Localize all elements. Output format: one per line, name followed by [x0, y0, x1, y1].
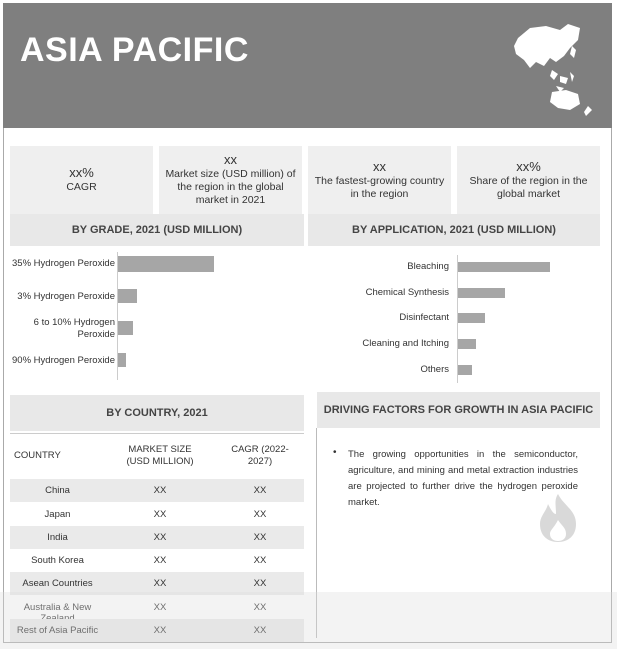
cagr-cell: XX — [253, 509, 267, 520]
bar-label: 35% Hydrogen Peroxide — [12, 258, 115, 269]
country-cell: South Korea — [31, 555, 84, 566]
bar-label: 90% Hydrogen Peroxide — [12, 355, 115, 366]
bar-label: 3% Hydrogen Peroxide — [17, 291, 115, 302]
country-cell: Asean Countries — [22, 578, 93, 589]
market-size-cell: XX — [153, 509, 167, 520]
market-size-cell: XX — [153, 578, 167, 589]
region-title: ASIA PACIFIC — [20, 31, 249, 69]
market-size-cell: XX — [153, 555, 167, 566]
stat-label: Market size (USD million) of the region in the global market in 2021 — [165, 168, 296, 206]
bullet-icon: • — [333, 447, 337, 458]
flame-icon — [530, 492, 586, 544]
driving-factor-text: The growing opportunities in the semiconductor, agriculture, and mining and metal extraction industries are projected to further drive the hydrogen peroxide market. — [348, 449, 578, 508]
table-row — [10, 619, 304, 642]
stat-market-size — [159, 146, 302, 214]
table-row — [10, 596, 304, 619]
bar-label: 6 to 10% Hydrogen Peroxide — [33, 317, 115, 340]
country-cell: Australia & New — [23, 602, 92, 613]
stat-share — [457, 146, 600, 214]
stat-value: xx — [373, 158, 386, 174]
header-cagr: CAGR (2022-2027) — [231, 444, 289, 467]
stat-label: The fastest-growing country in the region — [314, 174, 445, 200]
divider — [10, 433, 304, 434]
bar-label: Disinfectant — [399, 312, 449, 323]
stat-fastest-country — [308, 146, 451, 214]
country-table-title: BY COUNTRY, 2021 — [10, 395, 304, 431]
bar — [118, 256, 214, 272]
market-size-cell: XX — [153, 485, 167, 496]
bar-label: Cleaning and Itching — [362, 338, 449, 349]
market-size-cell: XX — [153, 602, 167, 613]
table-row — [10, 479, 304, 502]
stat-value: xx% — [516, 158, 541, 174]
grade-chart-title: BY GRADE, 2021 (USD MILLION) — [10, 214, 304, 246]
country-cell: Japan — [44, 509, 71, 520]
bar — [458, 288, 505, 298]
cagr-cell: XX — [253, 578, 267, 589]
divider — [316, 428, 317, 638]
country-cell: China — [45, 485, 70, 496]
country-cell: Rest of Asia Pacific — [16, 625, 99, 636]
bar — [458, 262, 550, 272]
header-market-size: MARKET SIZE (USD MILLION) — [126, 444, 194, 467]
table-row — [10, 572, 304, 595]
region-banner — [3, 3, 612, 128]
asia-pacific-map-icon — [508, 18, 603, 118]
market-size-cell: XX — [153, 625, 167, 636]
stat-value: xx% — [69, 165, 94, 180]
table-row — [10, 503, 304, 526]
header-country: COUNTRY — [14, 450, 61, 461]
bar — [118, 353, 126, 367]
application-chart-title: BY APPLICATION, 2021 (USD MILLION) — [308, 214, 600, 246]
stat-cagr — [10, 146, 153, 214]
cagr-cell: XX — [253, 602, 267, 613]
stat-value: xx — [224, 152, 237, 167]
bar-label: Others — [420, 364, 449, 375]
stat-label: Share of the region in the global market — [469, 174, 588, 200]
bar — [458, 365, 472, 375]
stat-label: CAGR — [66, 181, 97, 193]
bar — [118, 289, 137, 303]
cagr-cell: XX — [253, 485, 267, 496]
bar-label: Bleaching — [407, 261, 449, 272]
cagr-cell: XX — [253, 625, 267, 636]
table-row — [10, 549, 304, 572]
bar — [458, 339, 476, 349]
country-cell: India — [47, 532, 68, 543]
bar — [458, 313, 485, 323]
cagr-cell: XX — [253, 555, 267, 566]
market-size-cell: XX — [153, 532, 167, 543]
cagr-cell: XX — [253, 532, 267, 543]
driving-factors-title: DRIVING FACTORS FOR GROWTH IN ASIA PACIFIC — [317, 392, 600, 428]
table-row — [10, 526, 304, 549]
bar — [118, 321, 133, 335]
bar-label: Chemical Synthesis — [365, 287, 449, 298]
